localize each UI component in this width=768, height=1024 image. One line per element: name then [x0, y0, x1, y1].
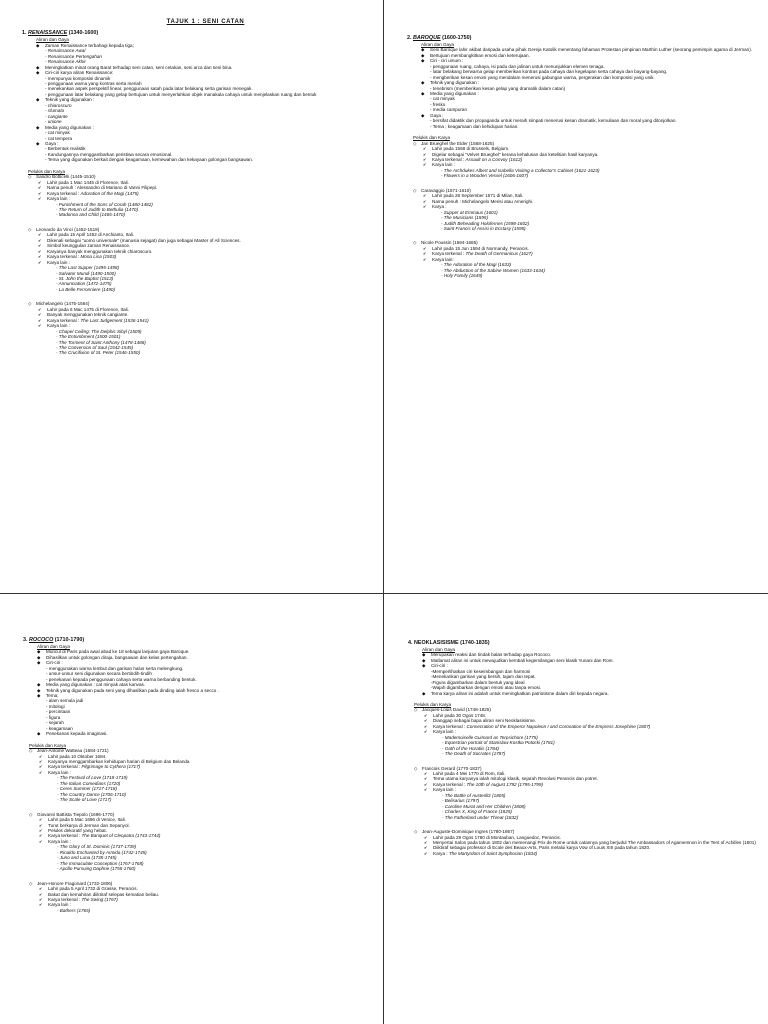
other-works-label: ✔ Karya : — [423, 204, 758, 209]
bullet-line: ◆ Tema; — [37, 693, 373, 698]
painter-name: ◇ Giovanni Battista Tiepolo (1696-1770) — [29, 812, 373, 817]
famous-work-title: The Last Judgement (1536-1541) — [80, 317, 149, 323]
dash-line: - Renaissance Pertengahan — [45, 53, 102, 59]
dash-line: - cat minyak — [45, 130, 70, 136]
other-work: - The Archdukes Albert and Isabella Visiting a Collector's Cabinet (1621-1623) — [441, 167, 600, 173]
section-heading — [407, 36, 758, 41]
famous-work-label: Karya terkenal : — [433, 781, 466, 787]
other-work: - Supper at Emmaus (1601) — [441, 209, 498, 215]
other-works-label: ✔ Karya lain : — [38, 323, 371, 328]
famous-work-label: Karya terkenal : — [433, 723, 466, 729]
other-work: - Juno and Luna (1735-1745) — [57, 855, 117, 861]
dash-line: - chiaroscuro — [45, 102, 72, 108]
other-work: - Judith Beheading Holofernes (1598-1602) — [441, 220, 530, 226]
other-work: - Equestrian portrait of Stanislaw Kostka Potocki (1781) — [442, 740, 555, 746]
painters-title: Pelukis dan Karya — [414, 702, 452, 708]
dash-line: - cangiante — [45, 113, 68, 119]
other-works-label: ✔ Karya lain : — [39, 770, 373, 775]
famous-work-label: Karya terkenal : — [47, 254, 80, 260]
dash-line: - Renaissance Akhir — [45, 59, 86, 65]
section-years: (1600-1750) — [442, 35, 472, 41]
famous-work-title: Pilgrimage to Cythera (1717) — [81, 764, 141, 770]
other-work: - The Fatherland under Threat (1832) — [442, 814, 519, 820]
lines — [421, 47, 758, 129]
dash-line: - penggunaan warna yang kontras serta meriah — [45, 81, 142, 87]
famous-work-title: The Martyrdom of Saint Symphorian (1834) — [448, 850, 538, 856]
painter-fact: ✔ Lahir pada 4 Mei 1770 di Rom, Itali. — [424, 771, 758, 776]
dash-line: - cat minyak — [430, 96, 455, 102]
subsection-title: Aliran dan Gaya — [421, 41, 454, 47]
famous-work-title: Adoration of the Magi (1475) — [80, 190, 139, 196]
painter-entry — [28, 227, 371, 292]
painters-section — [414, 702, 758, 856]
other-work: - Mademoiselle Guimard as Terpsichore (1775) — [442, 734, 538, 740]
painter-fact: ✔ Lahir pada 28 September 1571 di Milan, Itali. — [423, 193, 758, 198]
painters-section — [413, 135, 758, 278]
other-work: - Rinaldo Enchanted by Armida (1742-1745) — [57, 849, 147, 855]
painter-entry — [28, 174, 371, 218]
painter-name: ◇ Jacques-Louis David (1748-1825) — [414, 707, 758, 712]
bullet-line: ◆ Teknik yang digunakan : — [421, 80, 758, 85]
painter-fact: ✔ Turut berkarya di Jerman dan Sepanyol. — [39, 823, 373, 828]
dash-line: - menekankan aspek perspektif linear, penggunaan satah pada latar belakang serta garisan menegak. — [45, 86, 253, 92]
dash-line: - menggunakan warna lembut dan garisan halus serta melengkung. — [46, 665, 184, 671]
bullet-line: ◆ Muncul di Paris pada awal abad ke 18 sebagai lanjutan gaya Baroque. — [37, 649, 373, 654]
painter-fact: ✔ Lahir pada 30 Ogos 1748. — [424, 713, 758, 718]
painter-fact: ✔ Lahir pada 10 Oktober 1684. — [39, 754, 373, 759]
section-name: RENAISSANCE — [28, 30, 68, 37]
other-works-label: ✔ Karya lain: — [423, 257, 758, 262]
famous-work-title: The Swing (1767) — [81, 896, 118, 902]
dash-line: - sfumato — [45, 108, 65, 114]
dash-line: - percintaan — [46, 709, 71, 715]
section-number: 2. — [407, 35, 412, 41]
other-works-label: ✔ Karya lain : — [38, 260, 371, 265]
bullet-line: ◆ Media yang digunakan : cat minyak atas kanvas. — [37, 682, 373, 687]
other-work: - St. John the Baptist (1513) — [56, 275, 114, 281]
painter-entry — [414, 707, 758, 756]
dash-line: - media campuran — [430, 107, 468, 113]
painters-list — [414, 707, 758, 856]
painter-name: ◇ Sandro Botticelli (1445-1510) — [28, 174, 371, 179]
quadrant-renaissance — [0, 0, 384, 594]
painter-fact: ✔ Simbol keunggulan zaman Renaissance. — [38, 243, 371, 248]
bullet-line: ◆ Zaman Renaissance terbahagi kepada tiga; — [36, 43, 371, 48]
painter-name: ◇ Jan Brueghel the Elder (1568-1625) — [413, 141, 758, 146]
other-work: - The Country Dance (1706-1710) — [57, 791, 126, 797]
quadrant-rococo — [0, 594, 384, 1024]
other-work: - Chapel Ceiling: The Delphic Sibyl (1509) — [56, 328, 142, 334]
other-works-label: ✔ Karya lain : — [39, 902, 373, 907]
dash-line: - Tema ; keagamaan dan kehidupan harian. — [430, 123, 519, 129]
dash-line: - sejarah — [46, 720, 64, 726]
famous-work-title: Mona Lisa (1503) — [80, 254, 117, 260]
dash-line: - latar belakang berwarna gelap memberikan kontras pada cahaya dan kegelapan serta cahaya dan bayang-bayang. — [430, 69, 668, 75]
dash-line: -Figura digambarkan dalam bentuk yang ideal — [431, 679, 525, 685]
famous-work-label: Karya terkenal : — [47, 317, 80, 323]
painter-entry — [28, 301, 371, 356]
painter-fact: ✔ Bakat dan kemahiran diiktiraf selepas kematian beliau. — [39, 892, 373, 897]
painters-section — [29, 743, 373, 914]
section-name: BAROQUE — [413, 35, 441, 41]
bullet-line: ◆ Teknik yang digunakan pada seni yang dihasilkan pada dinding ialah fresco a secco . — [37, 688, 373, 693]
painter-name: ◇ Nicole Poussin (1594-1665) — [413, 240, 758, 245]
painters-title: Pelukis dan Karya — [29, 742, 67, 748]
painter-fact: ✔ Lahir pada 1568 di Brussels, Belgium. — [423, 146, 758, 151]
famous-work-title: The 10th of August 1792 (1795-1799) — [466, 781, 543, 787]
dash-line: -Menekankan garisan yang bersih, tajam dan tepat. — [431, 674, 536, 680]
bullet-line: ◆ Gaya : — [421, 113, 758, 118]
other-work: - The Adoration of the Magi (1633) — [441, 262, 512, 268]
lines — [37, 649, 373, 736]
bullet-line: ◆ Dihasilkan untuk golongan diraja, bangsawan dan kelas pertengahan. — [37, 655, 373, 660]
famous-work-title: Assault on a Convoy (1612) — [465, 157, 523, 163]
painter-fact: ✔ Pelukis dekoratif yang hebat. — [39, 828, 373, 833]
other-work: - Madonna and Child (1465-1470) — [56, 212, 125, 218]
other-work: - Salvator Mundi (1490-1500) — [56, 270, 116, 276]
other-work: - Ceres Summer (1717-1718) — [57, 786, 117, 792]
other-work: - The Musicians (1595) — [441, 215, 488, 221]
bullet-line: ◆ Media yang digunakan : — [421, 91, 758, 96]
famous-work-label: Karya terkenal : — [432, 251, 465, 257]
other-work: - The Return of Judith to Bethulia (1470) — [56, 207, 138, 212]
painter-fact: ✔ Diiktiraf sebagai professor di Ecole des Beaux-Arts, Paris melalui karya Vow of Louis XIII pada tahun 1820. — [424, 845, 758, 850]
section-name: NEOKLASISISME — [414, 640, 459, 646]
other-works-label: ✔ Karya lain : — [39, 839, 373, 844]
other-work: - Belisarius (1797) — [442, 798, 480, 804]
dash-line: - Renaissance Awal — [45, 48, 86, 54]
painter-entry — [413, 240, 758, 278]
painters-section — [28, 169, 371, 356]
other-works-label: ✔ Karya lain : — [424, 729, 758, 734]
other-work: - Caroline Murat and Her Children (1808) — [442, 803, 526, 809]
dash-line: - fresko — [430, 101, 446, 107]
famous-work-line — [424, 851, 758, 856]
painter-entry — [414, 766, 758, 821]
painter-fact: ✔ Lahir pada 5 April 1732 di Grasse, Perancis. — [39, 886, 373, 891]
painter-fact: ✔ Lahir pada 15 Jun 1594 di Normandy, Perancis. — [423, 246, 758, 251]
dash-line: -Wajah digambarkan dengan emosi atau tanpa emosi. — [431, 685, 542, 691]
section-name: ROCOCO — [29, 637, 54, 643]
other-works-label: ✔ Karya lain : — [424, 787, 758, 792]
dash-line: -Memperlihatkan ciri keseimbangan dan harmoni — [431, 668, 531, 674]
painter-entry — [413, 141, 758, 179]
painter-name: ◇ Jean-Honore Fragonard (1732-1806) — [29, 881, 373, 886]
bullet-line: ◆ Teknik yang digunakan : — [36, 97, 371, 102]
painter-name: ◇ Michelangelo (1475-1564) — [28, 301, 371, 306]
bullet-line: ◆ Matlamat aliran ini untuk mewujudkan kembali kegemilangan seni klasik Yunani dan Rom. — [422, 658, 758, 663]
section-number: 4. — [408, 640, 413, 646]
section-number: 1. — [22, 30, 27, 37]
other-work: - The Last Supper (1495-1498) — [56, 265, 120, 271]
bullet-line: ◆ Ciri - ciri umum : — [421, 58, 758, 63]
dash-line: - Kandungannya menggambarkan peristiwa secara emosional. — [45, 151, 173, 157]
dash-line: - keagamaan — [46, 725, 73, 731]
painter-fact: ✔ Nama penuh : Michelangelo Merisi atau Amerighi. — [423, 199, 758, 204]
famous-work-label: Karya terkenal : — [48, 896, 81, 902]
famous-work-title: The Death of Germanicus (1627) — [465, 251, 533, 257]
other-work: - Flowers in a Wooden Vessel (1606-1607) — [441, 173, 529, 179]
section-heading — [23, 638, 373, 643]
quadrant-baroque — [384, 0, 768, 594]
other-work: - Punishment of the Sons of Corah (1480-1482) — [56, 201, 153, 207]
other-works-label: ✔ Karya lain : — [38, 196, 371, 201]
section-number: 3. — [23, 637, 28, 643]
bullet-line: ◆ Penekanan kepada imaginasi. — [37, 731, 373, 736]
subsection-title: Aliran dan Gaya — [37, 643, 70, 649]
bullet-line: ◆ Meningkatkan minat orang Barat terhadap seni catan, seni cetakan, seni arca dan seni bina. — [36, 65, 371, 70]
painter-name: ◇ Caravaggio (1571-1610) — [413, 188, 758, 193]
painter-entry — [29, 812, 373, 872]
painter-fact: ✔ Tema utama karyanya ialah mitologi klasik, sejarah Revolusi Perancis dan potret. — [424, 776, 758, 781]
painters-list — [28, 174, 371, 356]
other-work: - The Battle of Austerlitz (1805) — [442, 792, 506, 798]
bullet-line: ◆ Bertujuan membangkitkan emosi dan keterujaan. — [421, 53, 758, 58]
dash-line: - mempunyai komposisi dinamik — [45, 75, 111, 81]
bullet-line: ◆ Ciri-ciri : — [37, 660, 373, 665]
painters-title: Pelukis dan Karya — [28, 168, 66, 174]
other-work: - Oath of the Horatiis (1784) — [442, 745, 499, 751]
dash-line: - penekanan kepada penggunaan cahaya serta warna berbanding bentuk. — [46, 676, 197, 682]
dash-line: - penggunaan latar belakang yang gelap bertujuan untuk menyerlahkan objek manakala cahaya untuk menjelaskan ruang dan bentuk — [45, 91, 317, 97]
dash-line: - unsur-unsur seni digunakan secara bertindih-tindih — [46, 671, 152, 677]
dash-line: - mengberikan kesan emosi yang mendalam menerusi gabungan warna, pergerakan dan komposisi yang unik. — [430, 74, 655, 80]
dash-line: - cat tempera — [45, 135, 73, 141]
famous-work-label: Karya terkenal : — [432, 157, 465, 163]
painter-fact: ✔ Digelar sebagai "Velvet Brueghel" kerana kehalusan dan ketelitian hasil karyanya. — [423, 152, 758, 157]
other-work: - Charles X, King of France (1825) — [442, 809, 512, 815]
painter-entry — [413, 188, 758, 232]
other-work: - The Scale of Love (1717) — [57, 797, 112, 803]
painter-fact: ✔ Dianggap sebagai bapa aliran seni Neoklasisisme. — [424, 718, 758, 723]
lines — [36, 43, 371, 163]
document-title: TAJUK 1 : SENI CATAN — [166, 19, 245, 25]
famous-work-label: Karya terkenal : — [48, 833, 81, 839]
section-years: (1340-1600) — [68, 30, 99, 37]
painter-entry — [29, 881, 373, 914]
famous-work-title: The Banquet of Cleopatra (1743-1744) — [81, 833, 161, 839]
other-work: - The Conversion of Saul (1542-1545) — [56, 344, 134, 350]
painter-fact: ✔ Menyertai Salon pada tahun 1802 dan memenangi Prix de Rome untuk catannya yang berjudul The Ambassadors of Agamemnon in the Tent of Achilles (1801) — [424, 840, 758, 845]
famous-work-label: Karya terkenal : — [47, 190, 80, 196]
painter-fact: ✔ Lahir pada 15 April 1452 di Anchianto, Itali. — [38, 232, 371, 237]
painter-entry — [29, 748, 373, 803]
dash-line: - alam semula jadi — [46, 698, 84, 704]
bullet-line: ◆ Gaya : — [36, 141, 371, 146]
dash-line: - unione — [45, 119, 62, 125]
painter-fact: ✔ Lahir pada 6 Mac 1475 di Florence, Itali. — [38, 307, 371, 312]
section-years: (1740-1835) — [460, 640, 490, 646]
famous-work-label: Karya : — [433, 850, 448, 856]
bullet-line: ◆ Media yang digunakan : — [36, 125, 371, 130]
painters-list — [413, 141, 758, 279]
section-heading — [408, 641, 758, 646]
other-work: - The Italian Comedians (1720) — [57, 780, 121, 786]
subsection-title: Aliran dan Gaya — [422, 646, 455, 652]
other-work: - The Crucifixion of St. Peter (1546-1550) — [56, 350, 141, 356]
painter-name: ◇ Jean-Antoine Watteau (1684-1721) — [29, 748, 373, 753]
section-years: (1710-1790) — [54, 637, 85, 643]
bullet-line: ◆ Tema karya aliran ini adalah untuk meningkatkan patriotisme dalam diri kepada negara. — [422, 691, 758, 696]
famous-work-title: Consecration of the Emperor Napoleon I and Coronation of the Empress Josephine (1807) — [466, 723, 651, 729]
subsection-title: Aliran dan Gaya — [36, 37, 69, 43]
painter-fact: ✔ Dikenali sebagai "uomo universale" (manusia sejagat) dan juga sebagai Master of All Sciences. — [38, 238, 371, 243]
painter-fact: ✔ Karyanya menggambarkan kehidupan harian di Belgium dan Belanda — [39, 759, 373, 764]
other-work: - The Abduction of the Sabine Women (1633-1634) — [441, 267, 546, 273]
other-work: - The Glory of St. Dominic (1737-1739) — [57, 844, 137, 850]
painter-name: ◇ Jean-Auguste-Dominique Ingres (1780-1867) — [414, 829, 758, 834]
dash-line: - penggunaan ruang, cahaya, isi padu dan jalinan untuk menunjukkan elemen tenaga. — [430, 63, 605, 69]
painter-name: ◇ Leonardo da Vinci (1452-1519) — [28, 227, 371, 232]
dash-line: - Tema yang digunakan berkait dengan keagamaan, kemewahan dan kekayaan golongan bangsawan. — [45, 157, 254, 163]
other-work: - The Torment of Saint Anthony (1478-1488) — [56, 339, 146, 345]
bullet-line: ◆ Ciri-ciri : — [422, 663, 758, 668]
painter-fact: ✔ Nama penuh : Alessandro di Mariano di Vanni Filipepi. — [38, 185, 371, 190]
lines — [422, 652, 758, 696]
other-work: - Apollo Pursuing Daphne (1755-1760) — [57, 866, 136, 872]
other-work: - La Belle Ferronniere (1490) — [56, 286, 115, 292]
dash-line: - bersifat didaktik dan propaganda untuk meraih simpati menerusi kesan dramatik, kemuliaan dan moral yang ditonjolkan. — [430, 118, 677, 124]
other-work: - Holy Family (1649) — [441, 273, 483, 279]
famous-work-label: Karya terkenal : — [48, 764, 81, 770]
other-work: - The Festival of Love (1718-1719) — [57, 775, 128, 781]
other-work: - The Death of Socrates (1787) — [442, 751, 506, 757]
painters-list — [29, 748, 373, 913]
other-work: - Saint Francis of Assisi in Ecstasy (1595) — [441, 226, 526, 231]
dash-line: - tenebrism (memberikan kesan gelap yang dramatik dalam catan) — [430, 85, 566, 91]
other-work: - The Immaculate Conception (1767-1768) — [57, 860, 144, 866]
quadrant-neoklasisisme — [384, 594, 768, 1024]
painter-fact: ✔ Lahir pada 29 Ogos 1780 di Montauban, Languedoc, Perancis. — [424, 835, 758, 840]
painter-fact: ✔ Karyanya banyak menggunakan teknik chiaroscuro. — [38, 249, 371, 254]
painters-title: Pelukis dan Karya — [413, 135, 451, 141]
other-work: - Bathers (1765) — [57, 907, 91, 913]
painter-entry — [414, 829, 758, 856]
other-work: - The Entombment (1500-1501) — [56, 334, 121, 340]
dash-line: - figura — [46, 714, 61, 720]
painter-fact: ✔ Lahir pada 5 Mac 1696 di Venice, Itali. — [39, 817, 373, 822]
painter-fact: ✔ Lahir pada 1 Mac 1445 di Florence, Itali. — [38, 180, 371, 185]
bullet-line: ◆ Merupakan reaksi dan tindak balas terhadap gaya Rococo. — [422, 652, 758, 657]
painter-fact: ✔ Banyak menggunakan teknik cangiante. — [38, 312, 371, 317]
other-work: - Annunciation (1472-1475) — [56, 281, 112, 287]
painter-name: ◇ Francois Gerard (1770-1837) — [414, 766, 758, 771]
bullet-line: ◆ Ciri-ciri karya aliran Renaissance: — [36, 70, 371, 75]
bullet-line: ◆ Seni Baroque lahir akibat daripada usaha pihak Gereja Katolik menentang fahaman Protestan pimpinan Marthin Luther (seorang pemimpin agama di Jerman). — [421, 47, 758, 52]
dash-line: - Berbentuk realistik — [45, 146, 86, 152]
section-heading — [22, 31, 371, 36]
dash-line: - mitologi — [46, 703, 65, 709]
other-works-label: ✔ Karya lain : — [423, 162, 758, 167]
